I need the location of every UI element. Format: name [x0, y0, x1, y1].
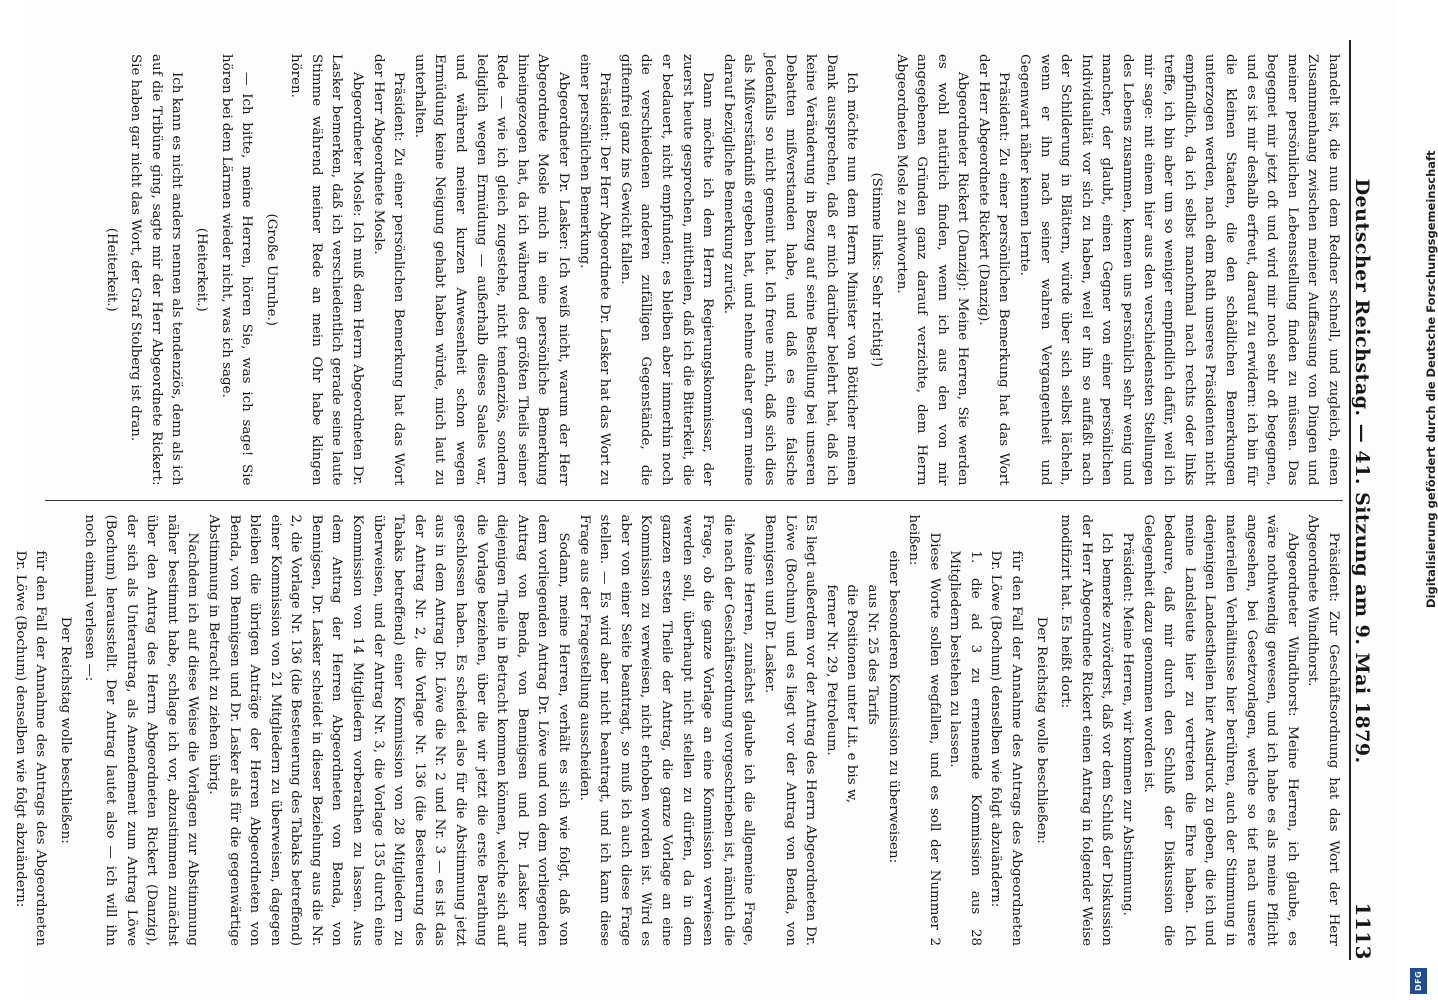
running-header	[1349, 40, 1385, 960]
motion-item: 1. die ad 3 zu ernennende Kommission aus 28 Mitgliedern bestehen zu lassen.	[947, 550, 983, 946]
paragraph: Ich kann es nicht anders nennen als tendenziös, denn als ich auf die Tribüne ging, sagte mir der Herr Abgeordnete Rickert: Sie haben gar nicht das Wort, der Graf Stolberg ist dran.	[128, 54, 185, 486]
paragraph: Präsident: Zur Geschäftsordnung hat das Wort der Herr Abgeordnete Windthorst.	[1305, 514, 1341, 946]
paragraph: Sodann, meine Herren, verhält es sich wie folgt, daß von dem vorliegenden Antrag Dr. Löwe und von dem vorliegenden Antrag von Benda, von Bennigsen und Dr. Lasker nur diejenigen Theile in Betracht kommen können, welche sich auf die Vorlage beziehen, über die wir jetzt die erste Berathung geschlossen haben. Es scheidet also für die Abstimmung jetzt aus in dem Antrag Dr. Löwe die Nr. 2 und Nr. 3 — es ist das der Antrag Nr. 2, die Vorlage Nr. 136 (die Besteuerung des Tabaks betreffend) einer Kommission von 28 Mitgliedern zu überweisen, und der Antrag Nr. 3, die Vorlage 135 durch eine Kommission von 14 Mitgliedern vorberathen zu lassen. Aus dem Antrag der Herren Abgeordneten von Benda, von Bennigsen, Dr. Lasker scheidet in dieser Beziehung aus die Nr. 2, die Vorlage Nr. 136 (die Besteuerung des Tabaks betreffend) einer Kommission von 21 Mitgliedern zu überweisen, dagegen bleiben die übrigen Anträge der Herren Abgeordneten von Benda, von Bennigsen und Dr. Lasker als für die gegenwärtige Abstimmung in Betracht zu ziehen übrig.	[205, 514, 572, 946]
motion-item: aus Nr. 25 des Tarifs	[864, 584, 880, 725]
paragraph: — Ich bitte, meine Herren, hören Sie, was ich sage! Sie hören bei dem Lärmen wieder nicht, was ich sage.	[218, 54, 255, 486]
rotated-document-sheet	[12, 0, 1395, 1000]
motion-heading: Der Reichstag wolle beschließen:	[1033, 616, 1049, 844]
paragraph: Abgeordneter Rickert (Danzig): Meine Herren, Sie werden es wohl natürlich finden, wenn ich aus den von mir angegebenen Gründen ganz darauf verzichte, dem Herrn Abgeordneten Mosle zu antworten.	[893, 54, 971, 486]
page-number: 1113	[1351, 902, 1375, 960]
paragraph: Präsident: Zu einer persönlichen Bemerkung hat das Wort der Herr Abgeordnete Mosle.	[370, 54, 407, 486]
interjection: (Heiterkeit.)	[103, 227, 119, 312]
paragraph: Präsident: Meine Herren, wir kommen zur Abstimmung.	[1120, 532, 1136, 916]
motion-text: einer besonderen Kommission zu überweisen:	[885, 550, 901, 864]
paragraph: Abgeordneter Mosle: Ich muß dem Herrn Abgeordneten Dr. Lasker bemerken, daß ich verschiedentlich gerade seine laute Stimme während meiner Rede an mein Ohr habe klingen hören.	[288, 54, 366, 486]
motion-item: die Positionen unter Lit. e bis w,	[844, 584, 860, 803]
paragraph: handelt ist, die nun dem Redner schnell, und zugleich, einen Zusammenhang zwischen meiner Auffassung von Dingen und meiner persönlichen Lebensstellung finden zu müssen. Das begegnet mir jetzt oft und wird mir noch sehr oft begegnen, und es ist mir deshalb erfreut, darauf zu erwidern: ich bin für die kleinen Staaten, die den schädlichen Bemerkungen unterzogen werden, nach dem Rath unseres Präsidenten nicht empfindlich, da ich selbst manchmal nach rechts oder links treffe, ich bin aber um so weniger empfindlich dafür, weil ich mir sage: mit einem hier aus den verschiedensten Stellungen des Lebens zusammen, kennen uns persönlich sehr wenig und mancher, der glaubt, einen Gegner von einer persönlichen Individualität vor sich zu haben, weil er ihn so auffaßt nach der Schilderung in Blättern, würde über sich selbst lächeln, wenn er ihn nach seiner wahren Vergangenheit und Gegenwart näher kennen lernte.	[1017, 54, 1341, 486]
interjection: (Große Unruhe.)	[263, 213, 279, 326]
running-title: Deutscher Reichstag. — 41. Sitzung am 9. Mai 1879.	[1351, 178, 1373, 764]
paragraph: Es liegt außerdem vor der Antrag des Herrn Abgeordneten Dr. Löwe (Bochum) und es liegt vor der Antrag von Benda, von Bennigsen und Dr. Lasker.	[761, 514, 819, 946]
paragraph: Nachdem ich auf diese Weise die Vorlagen zur Abstimmung näher bestimmt habe, schlage ich vor, abzustimmen zunächst über den Antrag des Herrn Abgeordneten Rickert (Danzig), der sich als Unterantrag, als Amendement zum Antrag Löwe (Bochum) herausstellt. Der Antrag lautet also — ich will ihn noch einmal verlesen —:	[82, 514, 201, 946]
paragraph: Diese Worte sollen wegfallen, und es soll der Nummer 2 heißen:	[906, 514, 942, 946]
dfg-logo-icon: DFG	[1410, 968, 1427, 994]
right-column	[12, 501, 1343, 961]
paragraph: Abgeordneter Dr. Lasker: Ich weiß nicht, warum der Herr Abgeordnete Mosle mich in eine persönliche Bemerkung hineingezogen hat, da ich während des größten Theils seiner Rede — wie ich gleich zugestehe, nicht tendenziös, sondern lediglich wegen Ermüdung — außerhalb dieses Saales war, und während meiner kurzen Anwesenheit schon wegen Ermüdung keine Neigung gehabt haben würde, mich laut zu unterhalten.	[411, 54, 572, 486]
paragraph: Ich möchte nun dem Herrn Minister von Bötticher meinen Dank aussprechen, daß er mich darüber belehrt hat, daß ich keine Veränderung in Bezug auf seine Bestellung bei unseren Debatten mißverstanden habe, und daß es eine falsche Jedenfalls so nicht gemeint hat. Ich freue mich, daß sich dies als Mißverständniß ergeben hat, und nehme daher gern meine darauf bezügliche Bemerkung zurück.	[720, 54, 860, 486]
paragraph: Ich bemerke zuvörderst, daß vor dem Schluß der Diskussion der Herr Abgeordnete Rickert einen Antrag in folgender Weise modifizirt hat. Es heißt dort:	[1058, 514, 1115, 946]
digitization-note: Digitalisierung gefördert durch die Deutsche Forschungsgemeinschaft	[1424, 150, 1438, 608]
paragraph: Abgeordneter Windthorst: Meine Herren, ich glaube, es wäre nothwendig gewesen, und ich habe es als meine Pflicht angesehen, bei Gesetzvorlagen, welche so tief nach unsere materiellen Verhältnisse hier berühren, auch der Stimmung in denjenigen Landestheilen hier Ausdruck zu geben, die ich und meine Landsleute hier zu vertreten die Ehre haben. Ich bedaure, daß mir durch den Schluß der Diskussion die Gelegenheit dazu genommen worden ist.	[1140, 514, 1300, 946]
text-columns	[12, 40, 1343, 960]
interjection: (Heiterkeit.)	[193, 227, 209, 312]
paragraph: Präsident: Der Herr Abgeordnete Dr. Lasker hat das Wort zu einer persönlichen Bemerkung.	[576, 54, 613, 486]
paragraph: Dann möchte ich dem Herrn Regierungskommissar, der zuerst heute gesprochen, mittheilen, daß ich die Bitterkeit, die er bedauert, nicht empfunden; es bleiben aber immerhin noch die verschiedenen anderen zufälligen Gegenstände, die giftenfrei ganz ins Gewicht fallen.	[617, 54, 716, 486]
motion-text: für den Fall der Annahme des Antrags des Abgeordneten Dr. Löwe (Bochum) denselben wie folgt abzuändern:	[12, 550, 49, 946]
motion-text: für den Fall der Annahme des Antrags des Abgeordneten Dr. Löwe (Bochum) denselben wie folgt abzuändern:	[988, 550, 1025, 946]
paragraph: Präsident: Zu einer persönlichen Bemerkung hat das Wort der Herr Abgeordnete Rickert (Danzig).	[975, 54, 1012, 486]
motion-item: ferner Nr. 29, Petroleum.	[823, 584, 839, 756]
interjection: (Stimme links: Sehr richtig!)	[868, 172, 884, 368]
left-column	[45, 40, 1343, 501]
paragraph: Meine Herren, zunächst glaube ich die allgemeine Frage, die nach der Geschäftsordnung vorgeschrieben ist, nämlich die Frage, ob die ganze Vorlage an eine Kommission verwiesen werden soll, überhaupt nicht stellen zu dürfen, da in dem ganzen ersten Theile der Antrag, die ganze Vorlage an eine Kommission zu verweisen, nicht erhoben worden ist. Wird es aber von einer Seite beantragt, so muß ich auch diese Frage stellen. — Es wird aber nicht beantragt, und ich kann diese Frage aus der Fragestellung ausscheiden.	[576, 514, 757, 946]
motion-heading: Der Reichstag wolle beschließen:	[57, 616, 73, 844]
